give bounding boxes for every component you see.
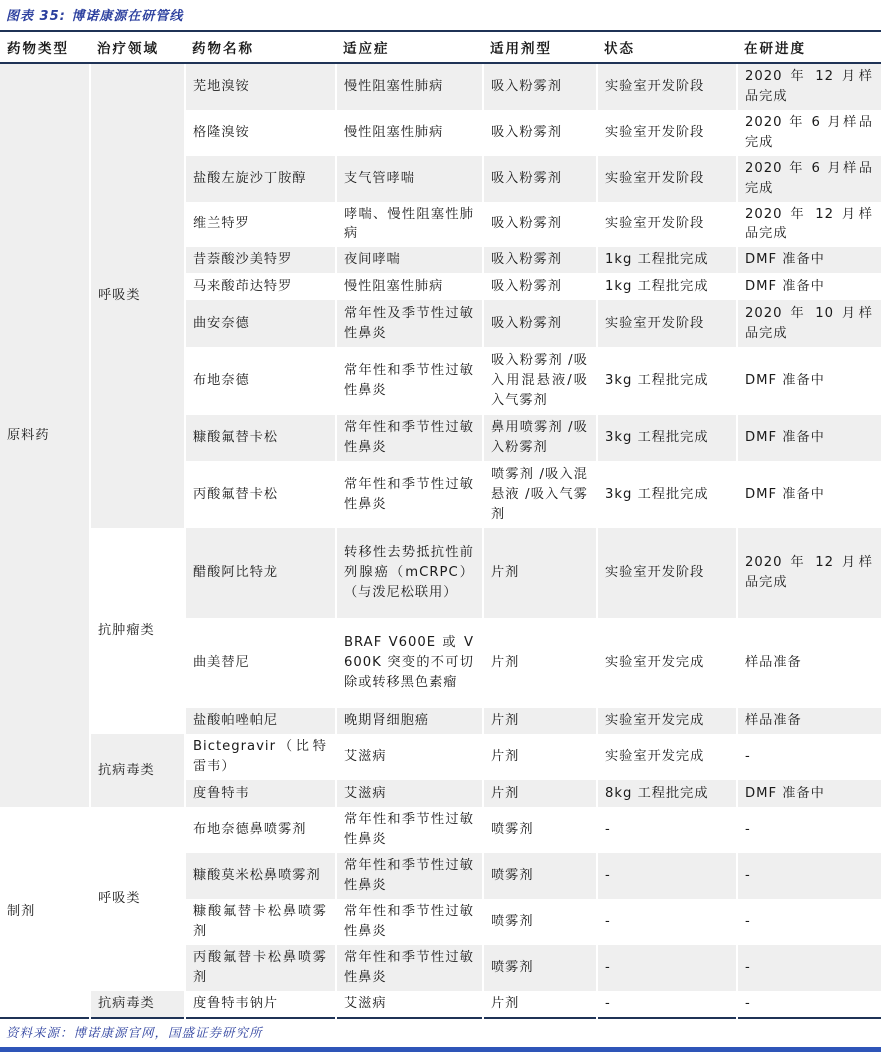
indication-cell: 支气管哮喘 [336, 156, 483, 202]
progress-cell: - [737, 734, 881, 780]
dosage-form-cell: 喷雾剂 /吸入混悬液 /吸入气雾剂 [483, 461, 597, 528]
therapy-area-cell: 呼吸类 [90, 807, 185, 991]
therapy-area-cell: 呼吸类 [90, 63, 185, 528]
drug-name-cell: 糠酸莫米松鼻喷雾剂 [185, 853, 336, 899]
status-cell: - [597, 853, 737, 899]
drug-name-cell: 丙酸氟替卡松鼻喷雾剂 [185, 945, 336, 991]
drug-name-cell: 曲美替尼 [185, 618, 336, 708]
drug-name-cell: 度鲁特韦 [185, 780, 336, 807]
drug-name-cell: 布地奈德鼻喷雾剂 [185, 807, 336, 853]
drug-name-cell: Bictegravir（比特雷韦） [185, 734, 336, 780]
dosage-form-cell: 吸入粉雾剂 [483, 247, 597, 273]
drug-name-cell: 糠酸氟替卡松鼻喷雾剂 [185, 899, 336, 945]
indication-cell: 转移性去势抵抗性前列腺癌（mCRPC）（与泼尼松联用） [336, 528, 483, 618]
pipeline-table [0, 30, 881, 1019]
status-cell: 3kg 工程批完成 [597, 461, 737, 528]
column-header: 适用剂型 [483, 31, 597, 63]
indication-cell: 哮喘、慢性阻塞性肺病 [336, 202, 483, 248]
indication-cell: 夜间哮喘 [336, 247, 483, 273]
status-cell: 实验室开发阶段 [597, 528, 737, 618]
progress-cell: - [737, 945, 881, 991]
progress-cell: 2020 年 10 月样品完成 [737, 300, 881, 347]
status-cell: 1kg 工程批完成 [597, 273, 737, 300]
therapy-area-cell: 抗病毒类 [90, 991, 185, 1018]
dosage-form-cell: 片剂 [483, 991, 597, 1018]
progress-cell: DMF 准备中 [737, 247, 881, 273]
status-cell: 1kg 工程批完成 [597, 247, 737, 273]
progress-cell: DMF 准备中 [737, 461, 881, 528]
dosage-form-cell: 片剂 [483, 780, 597, 807]
indication-cell: 艾滋病 [336, 734, 483, 780]
indication-cell: 慢性阻塞性肺病 [336, 110, 483, 156]
indication-cell: 艾滋病 [336, 780, 483, 807]
dosage-form-cell: 吸入粉雾剂 [483, 110, 597, 156]
header-row [0, 31, 881, 63]
dosage-form-cell: 吸入粉雾剂 [483, 63, 597, 110]
dosage-form-cell: 喷雾剂 [483, 945, 597, 991]
dosage-form-cell: 吸入粉雾剂 [483, 156, 597, 202]
progress-cell: 2020 年 12 月样品完成 [737, 202, 881, 248]
status-cell: 实验室开发阶段 [597, 110, 737, 156]
indication-cell: 晚期肾细胞癌 [336, 708, 483, 734]
source-note: 资料来源：博诺康源官网，国盛证券研究所 [6, 1024, 263, 1040]
drug-name-cell: 盐酸帕唑帕尼 [185, 708, 336, 734]
status-cell: - [597, 991, 737, 1018]
progress-cell: 2020 年 6 月样品完成 [737, 156, 881, 202]
progress-cell: 2020 年 12 月样品完成 [737, 528, 881, 618]
status-cell: - [597, 945, 737, 991]
therapy-area-cell: 抗肿瘤类 [90, 528, 185, 734]
drug-name-cell: 曲安奈德 [185, 300, 336, 347]
status-cell: 8kg 工程批完成 [597, 780, 737, 807]
column-header: 适应症 [336, 31, 483, 63]
column-header: 状态 [597, 31, 737, 63]
column-header: 药物名称 [185, 31, 336, 63]
drug-name-cell: 布地奈德 [185, 347, 336, 415]
column-header: 治疗领域 [90, 31, 185, 63]
column-header: 在研进度 [737, 31, 881, 63]
drug-name-cell: 格隆溴铵 [185, 110, 336, 156]
drug-name-cell: 丙酸氟替卡松 [185, 461, 336, 528]
dosage-form-cell: 喷雾剂 [483, 807, 597, 853]
dosage-form-cell: 片剂 [483, 618, 597, 708]
status-cell: 实验室开发完成 [597, 618, 737, 708]
indication-cell: 常年性和季节性过敏性鼻炎 [336, 415, 483, 461]
indication-cell: BRAF V600E 或 V600K 突变的不可切除或转移黑色素瘤 [336, 618, 483, 708]
table-row [0, 807, 881, 853]
indication-cell: 常年性和季节性过敏性鼻炎 [336, 807, 483, 853]
status-cell: - [597, 807, 737, 853]
progress-cell: 样品准备 [737, 708, 881, 734]
status-cell: 实验室开发完成 [597, 708, 737, 734]
drug-name-cell: 维兰特罗 [185, 202, 336, 248]
indication-cell: 艾滋病 [336, 991, 483, 1018]
indication-cell: 常年性和季节性过敏性鼻炎 [336, 347, 483, 415]
dosage-form-cell: 片剂 [483, 708, 597, 734]
status-cell: 3kg 工程批完成 [597, 415, 737, 461]
dosage-form-cell: 吸入粉雾剂 [483, 300, 597, 347]
dosage-form-cell: 鼻用喷雾剂 /吸入粉雾剂 [483, 415, 597, 461]
progress-cell: 样品准备 [737, 618, 881, 708]
progress-cell: - [737, 991, 881, 1018]
drug-name-cell: 昔萘酸沙美特罗 [185, 247, 336, 273]
drug-type-cell: 原料药 [0, 63, 90, 807]
progress-cell: 2020 年 12 月样品完成 [737, 63, 881, 110]
drug-name-cell: 马来酸茚达特罗 [185, 273, 336, 300]
indication-cell: 常年性和季节性过敏性鼻炎 [336, 853, 483, 899]
status-cell: 实验室开发完成 [597, 734, 737, 780]
dosage-form-cell: 片剂 [483, 528, 597, 618]
indication-cell: 常年性和季节性过敏性鼻炎 [336, 945, 483, 991]
figure-title: 图表 35: 博诺康源在研管线 [6, 9, 184, 24]
table-row [0, 734, 881, 780]
indication-cell: 常年性及季节性过敏性鼻炎 [336, 300, 483, 347]
pipeline-table-body [0, 63, 881, 1018]
progress-cell: DMF 准备中 [737, 273, 881, 300]
progress-cell: DMF 准备中 [737, 415, 881, 461]
indication-cell: 慢性阻塞性肺病 [336, 273, 483, 300]
table-row [0, 63, 881, 110]
drug-name-cell: 醋酸阿比特龙 [185, 528, 336, 618]
table-row [0, 991, 881, 1018]
status-cell: 实验室开发阶段 [597, 202, 737, 248]
dosage-form-cell: 喷雾剂 [483, 853, 597, 899]
progress-cell: 2020 年 6 月样品完成 [737, 110, 881, 156]
progress-cell: - [737, 899, 881, 945]
drug-name-cell: 盐酸左旋沙丁胺醇 [185, 156, 336, 202]
therapy-area-cell: 抗病毒类 [90, 734, 185, 807]
progress-cell: DMF 准备中 [737, 780, 881, 807]
status-cell: - [597, 899, 737, 945]
drug-name-cell: 糠酸氟替卡松 [185, 415, 336, 461]
dosage-form-cell: 喷雾剂 [483, 899, 597, 945]
indication-cell: 常年性和季节性过敏性鼻炎 [336, 461, 483, 528]
status-cell: 3kg 工程批完成 [597, 347, 737, 415]
column-header: 药物类型 [0, 31, 90, 63]
indication-cell: 常年性和季节性过敏性鼻炎 [336, 899, 483, 945]
progress-cell: - [737, 853, 881, 899]
dosage-form-cell: 片剂 [483, 734, 597, 780]
dosage-form-cell: 吸入粉雾剂 [483, 273, 597, 300]
dosage-form-cell: 吸入粉雾剂 /吸入用混悬液/吸入气雾剂 [483, 347, 597, 415]
indication-cell: 慢性阻塞性肺病 [336, 63, 483, 110]
progress-cell: - [737, 807, 881, 853]
dosage-form-cell: 吸入粉雾剂 [483, 202, 597, 248]
status-cell: 实验室开发阶段 [597, 300, 737, 347]
table-row [0, 528, 881, 618]
drug-type-cell: 制剂 [0, 807, 90, 1017]
bottom-accent-bar [0, 1047, 881, 1052]
status-cell: 实验室开发阶段 [597, 63, 737, 110]
status-cell: 实验室开发阶段 [597, 156, 737, 202]
drug-name-cell: 芜地溴铵 [185, 63, 336, 110]
drug-name-cell: 度鲁特韦钠片 [185, 991, 336, 1018]
progress-cell: DMF 准备中 [737, 347, 881, 415]
